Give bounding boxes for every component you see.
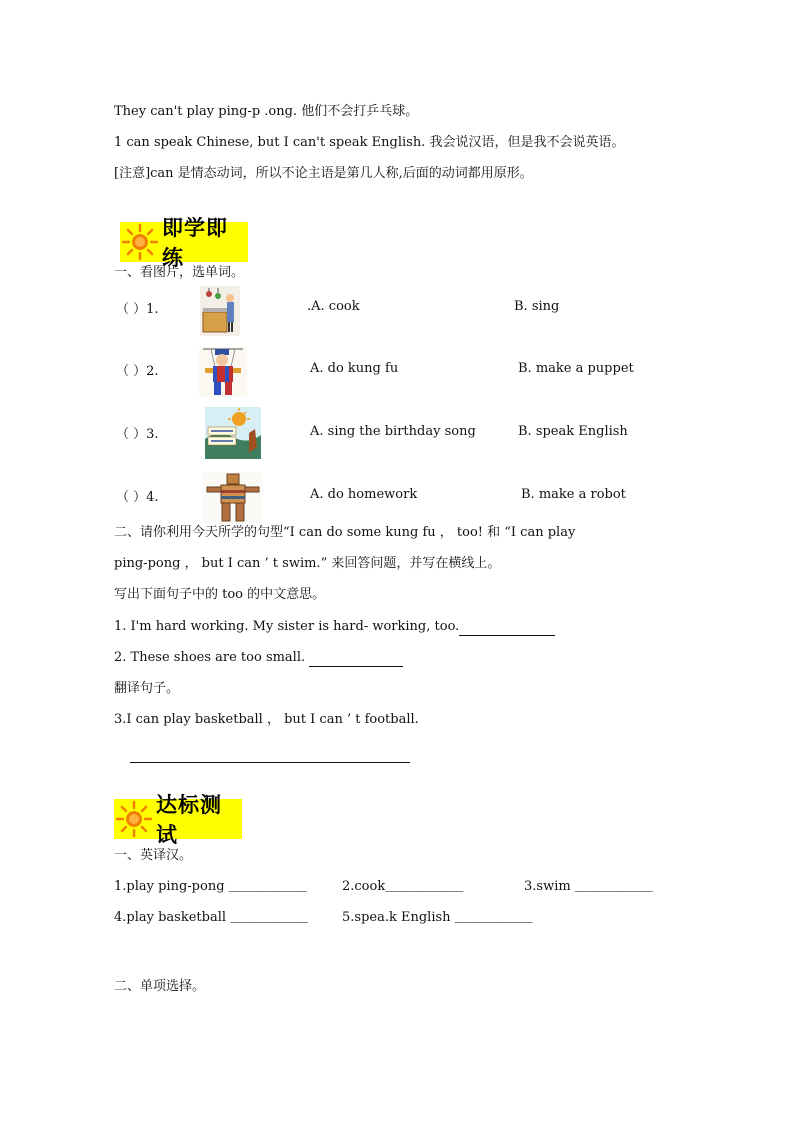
intro-line-3: [注意]can 是情态动词，所以不论主语是第几人称,后面的动词都用原形。 [114,166,533,181]
question-1-number: （ ）1. [116,302,159,317]
vocab-item-2: 2.cook＿＿＿＿＿＿ [342,879,464,894]
practice-banner [120,216,248,270]
test-part2-heading: 二、单项选择。 [114,979,206,994]
question-1-option-a: .A. cook [307,299,360,314]
answer-blank-3[interactable] [130,762,410,763]
question-2-number: （ ）2. [116,364,159,379]
vocab-item-4: 4.play basketball ＿＿＿＿＿＿ [114,910,309,925]
robot-picture [203,472,263,524]
practice-part2-line-2: ping-pong ， but I can ’ t swim.” 来回答问题，并写在横线上。 [114,556,501,571]
practice-part2-line-3: 写出下面句子中的 too 的中文意思。 [114,587,326,602]
question-3-number: （ ）3. [116,427,159,442]
practice-part1-heading: 一、看图片，选单词。 [114,265,245,280]
vocab-item-3: 3.swim ＿＿＿＿＿＿ [524,879,653,894]
vocab-item-1: 1.play ping-pong ＿＿＿＿＿＿ [114,879,307,894]
intro-line-1: They can't play ping-p .ong. 他们不会打乒乓球。 [114,104,419,119]
practice-item-2 [114,649,403,667]
practice-title: 即学即练 [162,216,228,270]
question-1-option-b: B. sing [514,299,560,314]
intro-line-2: 1 can speak Chinese, but I can't speak English. 我会说汉语，但是我不会说英语。 [114,135,625,150]
question-3-option-b: B. speak English [518,424,628,439]
question-3-option-a: A. sing the birthday song [310,424,476,439]
question-4-number: （ ）4. [116,490,159,505]
question-2-option-a: A. do kung fu [310,361,399,376]
test-part1-heading: 一、英译汉。 [114,848,193,863]
answer-blank-1[interactable] [459,621,555,636]
good-morning-sun-picture [205,407,261,459]
answer-blank-2[interactable] [309,652,403,667]
question-2-option-b: B. make a puppet [518,361,634,376]
vocab-item-5: 5.spea.k English ＿＿＿＿＿＿ [342,910,533,925]
practice-item-2-text: 2. These shoes are too small. [114,650,310,665]
test-title: 达标测试 [156,793,222,847]
question-4-option-b: B. make a robot [521,487,626,502]
sun-icon [114,799,154,839]
practice-part2-line-1: 二、请你利用今天所学的句型“I can do some kung fu ， too! 和 “I can play [114,525,576,540]
sun-icon [120,222,160,262]
question-4-option-a: A. do homework [310,487,418,502]
practice-item-1 [114,618,555,636]
practice-item-1-text: 1. I'm hard working. My sister is hard- working, too. [114,619,460,634]
puppet-picture [199,347,247,397]
translate-heading: 翻译句子。 [114,681,180,696]
kitchen-cook-picture [200,286,240,336]
practice-item-3: 3.I can play basketball ， but I can ’ t football. [114,712,419,727]
test-banner [114,793,242,847]
